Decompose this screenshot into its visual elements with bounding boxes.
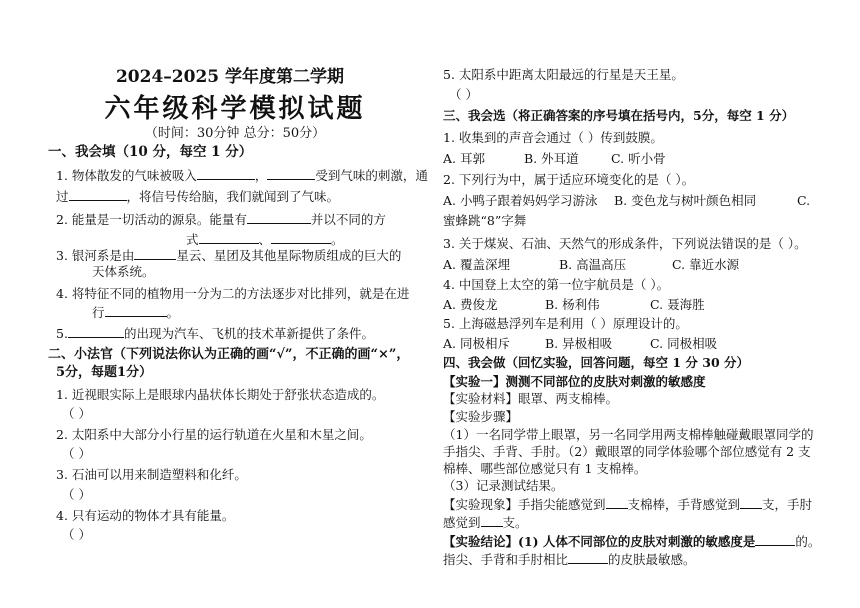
s2-q5: 5. 太阳系中距离太阳最远的行星是天王星。 [443, 67, 684, 82]
blank[interactable] [481, 514, 503, 527]
s3-q5-opt-b[interactable]: B. 异极相吸 [545, 336, 613, 351]
blank[interactable] [568, 551, 608, 564]
blank[interactable] [134, 247, 176, 260]
s3-q1-opt-b[interactable]: B. 外耳道 [524, 151, 579, 166]
s3-q2-opt-c-cont: 蜜蜂跳“8”字舞 [443, 213, 527, 228]
s3-q3-opt-a[interactable]: A. 覆盖深埋 [443, 257, 510, 272]
blank[interactable] [755, 533, 795, 546]
s1-q1-line1: 1. 物体散发的气味被吸入 ， 受到气味的刺激，通 [56, 168, 428, 183]
s3-q5: 5. 上海磁悬浮列车是利用（ ）原理设计的。 [443, 316, 688, 331]
exam-title: 六年级科学模拟试题 [104, 94, 366, 124]
exp1-step-line: 手指尖、手背、手肘。（2）戴眼罩的同学体验哪个部位感觉有 2 支 [443, 444, 811, 459]
blank[interactable] [606, 496, 628, 509]
s3-q3-opt-c[interactable]: C. 靠近水源 [672, 257, 740, 272]
s3-q1-opt-c[interactable]: C. 听小骨 [611, 151, 666, 166]
blank[interactable] [68, 325, 124, 338]
s3-q3: 3. 关于煤炭、石油、天然气的形成条件，下列说法错误的是（ ）。 [443, 236, 807, 251]
section4-heading: 四、我会做（回忆实验，回答问题，每空 1 分 30 分） [443, 355, 750, 370]
s3-q4-opt-b[interactable]: B. 杨利伟 [545, 297, 600, 312]
s3-q1: 1. 收集到的声音会通过（ ）传到鼓膜。 [443, 130, 663, 145]
section1-heading: 一、我会填（10 分，每空 1 分） [48, 144, 253, 160]
s1-q2-line2: 式 、 。 [186, 232, 344, 247]
s1-q3-line2: 天体系统。 [92, 264, 155, 279]
exp1-phenomenon-line2: 感觉到 支。 [443, 515, 528, 530]
s1-q4-line1: 4. 将特征不同的植物用一分为二的方法逐步对比排列，就是在进 [56, 286, 410, 301]
s3-q2: 2. 下列行为中，属于适应环境变化的是（ ）。 [443, 172, 695, 187]
s3-q4-opt-c[interactable]: C. 聂海胜 [650, 297, 705, 312]
s3-q5-opt-c[interactable]: C. 同极相吸 [650, 336, 718, 351]
s1-q3-line1: 3. 银河系是由 星云、星团及其他星际物质组成的巨大的 [56, 248, 402, 263]
s3-q2-opt-b[interactable]: B. 变色龙与树叶颜色相同 [614, 193, 757, 208]
s3-q2-opt-c[interactable]: C. [797, 193, 811, 208]
s2-q1: 1. 近视眼实际上是眼球内晶状体长期处于舒张状态造成的。 [56, 387, 385, 402]
exp1-steps-label: 【实验步骤】 [443, 409, 519, 424]
exp1-conclusion-line1: 【实验结论】(1) 人体不同部位的皮肤对刺激的敏感度是 的。 [443, 534, 821, 549]
blank[interactable] [271, 231, 331, 244]
s1-q4-line2: 行 。 [92, 305, 180, 320]
exp1-materials: 【实验材料】眼罩、两支棉棒。 [443, 391, 619, 406]
blank[interactable] [105, 304, 167, 317]
s3-q4-opt-a[interactable]: A. 费俊龙 [443, 297, 498, 312]
s2-q3-paren[interactable]: （ ） [62, 487, 91, 502]
s3-q3-opt-b[interactable]: B. 高温高压 [559, 257, 627, 272]
s1-q1-line2: 过 ，将信号传给脑，我们就闻到了气味。 [56, 189, 340, 204]
exp1-phenomenon-line1: 【实验现象】手指尖能感觉到 支棉棒，手背感觉到 支，手肘 [443, 497, 813, 512]
exp1-step-line: （1）一名同学带上眼罩，另一名同学用两支棉棒触碰戴眼罩同学的 [443, 427, 814, 442]
blank[interactable] [247, 211, 311, 224]
s2-q4: 4. 只有运动的物体才具有能量。 [56, 508, 235, 523]
year-term: 2024–2025 学年度第二学期 [115, 67, 345, 87]
s2-q5-paren[interactable]: （ ） [449, 87, 478, 102]
exp1-step-line: （3）记录测试结果。 [443, 478, 564, 493]
s3-q5-opt-a[interactable]: A. 同极相斥 [443, 336, 510, 351]
exp1-conclusion-line2: 指尖、手背和手肘相比 的皮肤最敏感。 [443, 552, 696, 567]
s2-q4-paren[interactable]: （ ） [62, 527, 91, 542]
s2-q1-paren[interactable]: （ ） [62, 406, 91, 421]
section2-heading-1: 二、小法官（下列说法你认为正确的画“√”，不正确的画“×”， [48, 347, 410, 362]
s2-q2-paren[interactable]: （ ） [62, 446, 91, 461]
exp1-title: 【实验一】测测不同部位的皮肤对刺激的敏感度 [443, 374, 706, 389]
blank[interactable] [740, 496, 762, 509]
s1-q2-line1: 2. 能量是一切活动的源泉。能量有 并以不同的方 [56, 212, 386, 227]
blank[interactable] [199, 231, 259, 244]
blank[interactable] [267, 167, 315, 180]
blank[interactable] [197, 167, 255, 180]
s3-q2-opt-a[interactable]: A. 小鸭子跟着妈妈学习游泳 [443, 193, 598, 208]
s2-q2: 2. 太阳系中大部分小行星的运行轨道在火星和木星之间。 [56, 427, 372, 442]
blank[interactable] [69, 188, 127, 201]
s2-q3: 3. 石油可以用来制造塑料和化纤。 [56, 467, 247, 482]
exp1-step-line: 棉棒、哪些部位感觉只有 1 支棉棒。 [443, 461, 647, 476]
section2-heading-2: 5分，每题1分） [56, 365, 153, 380]
exam-info: （时间：30分钟 总分：50分） [144, 126, 326, 141]
s3-q1-opt-a[interactable]: A. 耳郭 [443, 151, 485, 166]
section3-heading: 三、我会选（将正确答案的序号填在括号内，5分，每空 1 分） [443, 108, 795, 123]
s3-q4: 4. 中国登上太空的第一位宇航员是（ ）。 [443, 277, 670, 292]
s1-q5: 5. 的出现为汽车、飞机的技术革新提供了条件。 [56, 326, 374, 341]
